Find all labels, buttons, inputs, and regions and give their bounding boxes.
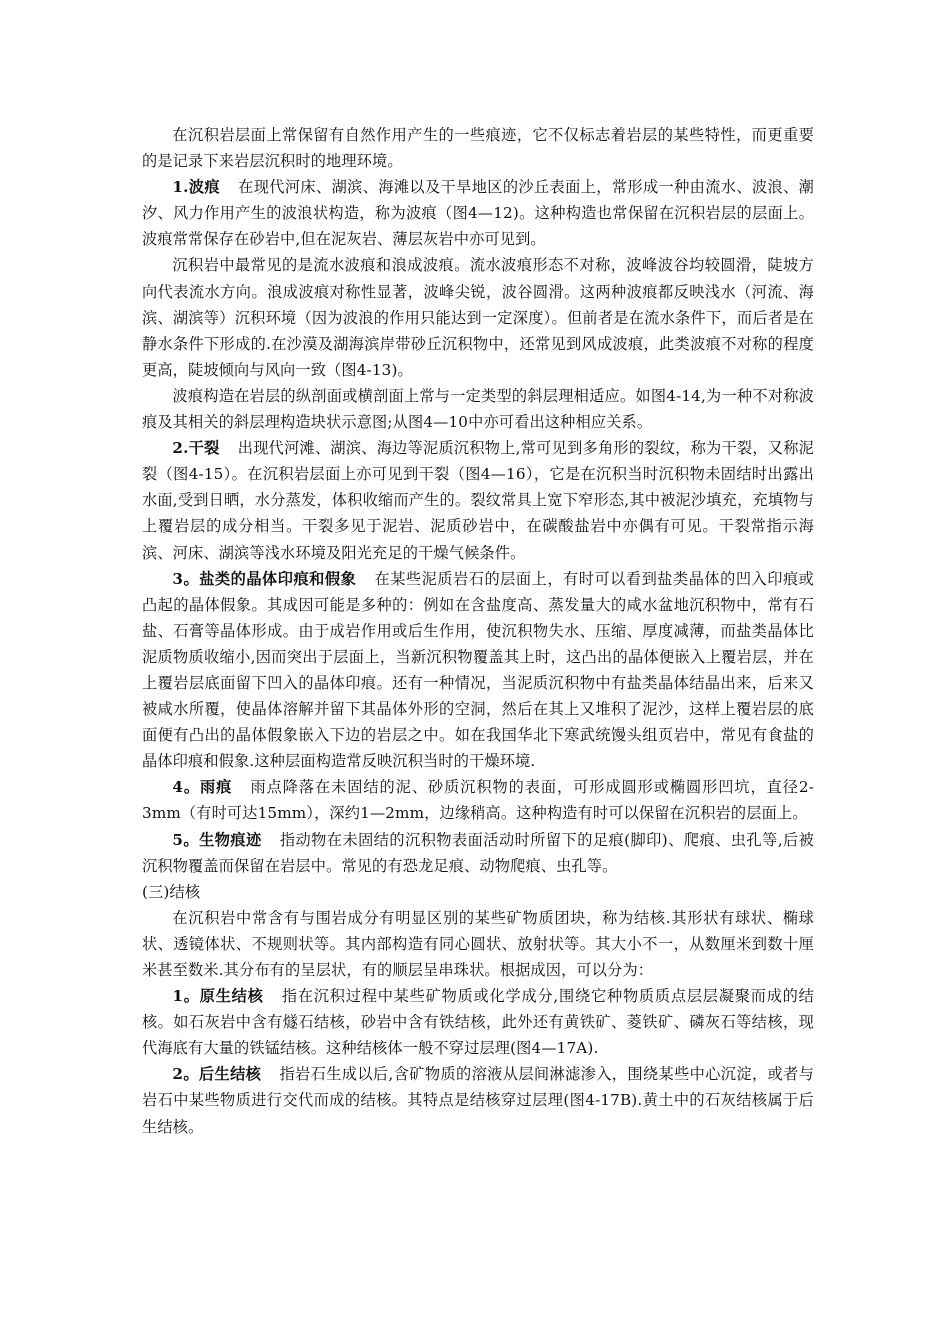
section-heading: 2.干裂 [172, 439, 220, 458]
paragraph-text: 指在沉积过程中某些矿物质或化学成分,围绕它种物质质点层层凝聚而成的结核。如石灰岩中含有燧石结核，砂岩中含有铁结核，此外还有黄铁矿、菱铁矿、磷灰石等结核，现代海底有大量的铁锰结核。这种结核体一般不穿过层理(图4—17A). [142, 987, 814, 1058]
paragraph-text: 波痕构造在岩层的纵剖面或横剖面上常与一定类型的斜层理相适应。如图4-14,为一种不对称波痕及其相关的斜层理构造块状示意图;从图4—10中亦可看出这种相应关系。 [142, 386, 814, 432]
paragraph-primary-nodule [142, 983, 814, 1061]
paragraph-text: 在现代河床、湖滨、海滩以及干旱地区的沙丘表面上，常形成一种由流水、波浪、潮汐、风力作用产生的波浪状构造，称为波痕（图4—12)。这种构造也常保留在沉积岩层的层面上。波痕常常保存在砂岩中,但在泥灰岩、薄层灰岩中亦可见到。 [142, 178, 814, 249]
paragraph-salt [142, 566, 814, 775]
paragraph-text: 沉积岩中最常见的是流水波痕和浪成波痕。流水波痕形态不对称，波峰波谷均较圆滑，陡坡方向代表流水方向。浪成波痕对称性显著，波峰尖锐，波谷圆滑。这两种波痕都反映浅水（河流、海滨、湖滨等）沉积环境（因为波浪的作用只能达到一定深度）。但前者是在流水条件下，而后者是在静水条件下形成的.在沙漠及湖海滨岸带砂丘沉积物中，还常见到风成波痕，此类波痕不对称的程度更高，陡坡倾向与风向一致（图4-13)。 [142, 256, 814, 379]
paragraph-mudcrack [142, 435, 814, 565]
paragraph-secondary-nodule [142, 1061, 814, 1139]
section-heading: 1.波痕 [172, 178, 220, 197]
subsection-title-text: (三)结核 [142, 882, 201, 901]
section-heading: 1。原生结核 [172, 987, 264, 1006]
document-page [142, 122, 814, 1140]
section-heading: 2。后生结核 [172, 1065, 262, 1084]
paragraph-intro [142, 122, 814, 174]
section-heading: 4。雨痕 [172, 778, 233, 797]
paragraph-text: 指岩石生成以后,含矿物质的溶液从层间淋滤渗入，围绕某些中心沉淀，或者与岩石中某些物质进行交代而成的结核。其特点是结核穿过层理(图4-17B).黄土中的石灰结核属于后生结核。 [142, 1065, 815, 1136]
paragraph-rain [142, 774, 814, 826]
paragraph-text: 指动物在未固结的沉积物表面活动时所留下的足痕(脚印)、爬痕、虫孔等,后被沉积物覆盖而保留在岩层中。常见的有恐龙足痕、动物爬痕、虫孔等。 [142, 830, 815, 875]
paragraph-ripple-types [142, 252, 814, 382]
section-heading: 3。盐类的晶体印痕和假象 [172, 569, 357, 588]
paragraph-text: 在沉积岩层面上常保留有自然作用产生的一些痕迹，它不仅标志着岩层的某些特性，而更重要的是记录下来岩层沉积时的地理环境。 [142, 126, 814, 171]
paragraph-nodule [142, 905, 814, 983]
section-heading: 5。生物痕迹 [172, 830, 262, 849]
paragraph-ripple [142, 174, 814, 252]
paragraph-text: 雨点降落在未固结的泥、砂质沉积物的表面，可形成圆形或椭圆形凹坑，直径2-3mm（有时可达15mm），深约1—2mm，边缘稍高。这种构造有时可以保留在沉积岩的层面上。 [142, 778, 814, 823]
paragraph-text: 出现代河滩、湖滨、海边等泥质沉积物上,常可见到多角形的裂纹，称为干裂，又称泥裂（图4-15）。在沉积岩层面上亦可见到干裂（图4—16），它是在沉积当时沉积物未固结时出露出水面,受到日晒，水分蒸发，体积收缩而产生的。裂纹常具上宽下窄形态,其中被泥沙填充，充填物与上覆岩层的成分相当。干裂多见于泥岩、泥质砂岩中，在碳酸盐岩中亦偶有可见。干裂常指示海滨、河床、湖滨等浅水环境及阳光充足的干燥气候条件。 [142, 439, 814, 562]
paragraph-text: 在沉积岩中常含有与围岩成分有明显区别的某些矿物质团块，称为结核.其形状有球状、椭球状、透镜体状、不规则状等。其内部构造有同心圆状、放射状等。其大小不一，从数厘米到数十厘米甚至数米.其分布有的呈层状，有的顺层呈串珠状。根据成因，可以分为： [142, 908, 814, 979]
subsection-title [142, 879, 814, 905]
paragraph-trace [142, 827, 814, 879]
paragraph-ripple-bedding [142, 383, 814, 435]
paragraph-text: 在某些泥质岩石的层面上，有时可以看到盐类晶体的凹入印痕或凸起的晶体假象。其成因可能是多种的：例如在含盐度高、蒸发量大的咸水盆地沉积物中，常有石盐、石膏等晶体形成。由于成岩作用或后生作用，使沉积物失水、压缩、厚度减薄，而盐类晶体比泥质物质收缩小,因而突出于层面上，当新沉积物覆盖其上时，这凸出的晶体便嵌入上覆岩层，并在上覆岩层底面留下凹入的晶体印痕。还有一种情况，当泥质沉积物中有盐类晶体结晶出来，后来又被咸水所覆，使晶体溶解并留下其晶体外形的空洞，然后在其上又堆积了泥沙，这样上覆岩层的底面便有凸出的晶体假象嵌入下边的岩层之中。如在我国华北下寒武统馒头组页岩中，常见有食盐的晶体印痕和假象.这种层面构造常反映沉积当时的干燥环境. [142, 569, 814, 771]
